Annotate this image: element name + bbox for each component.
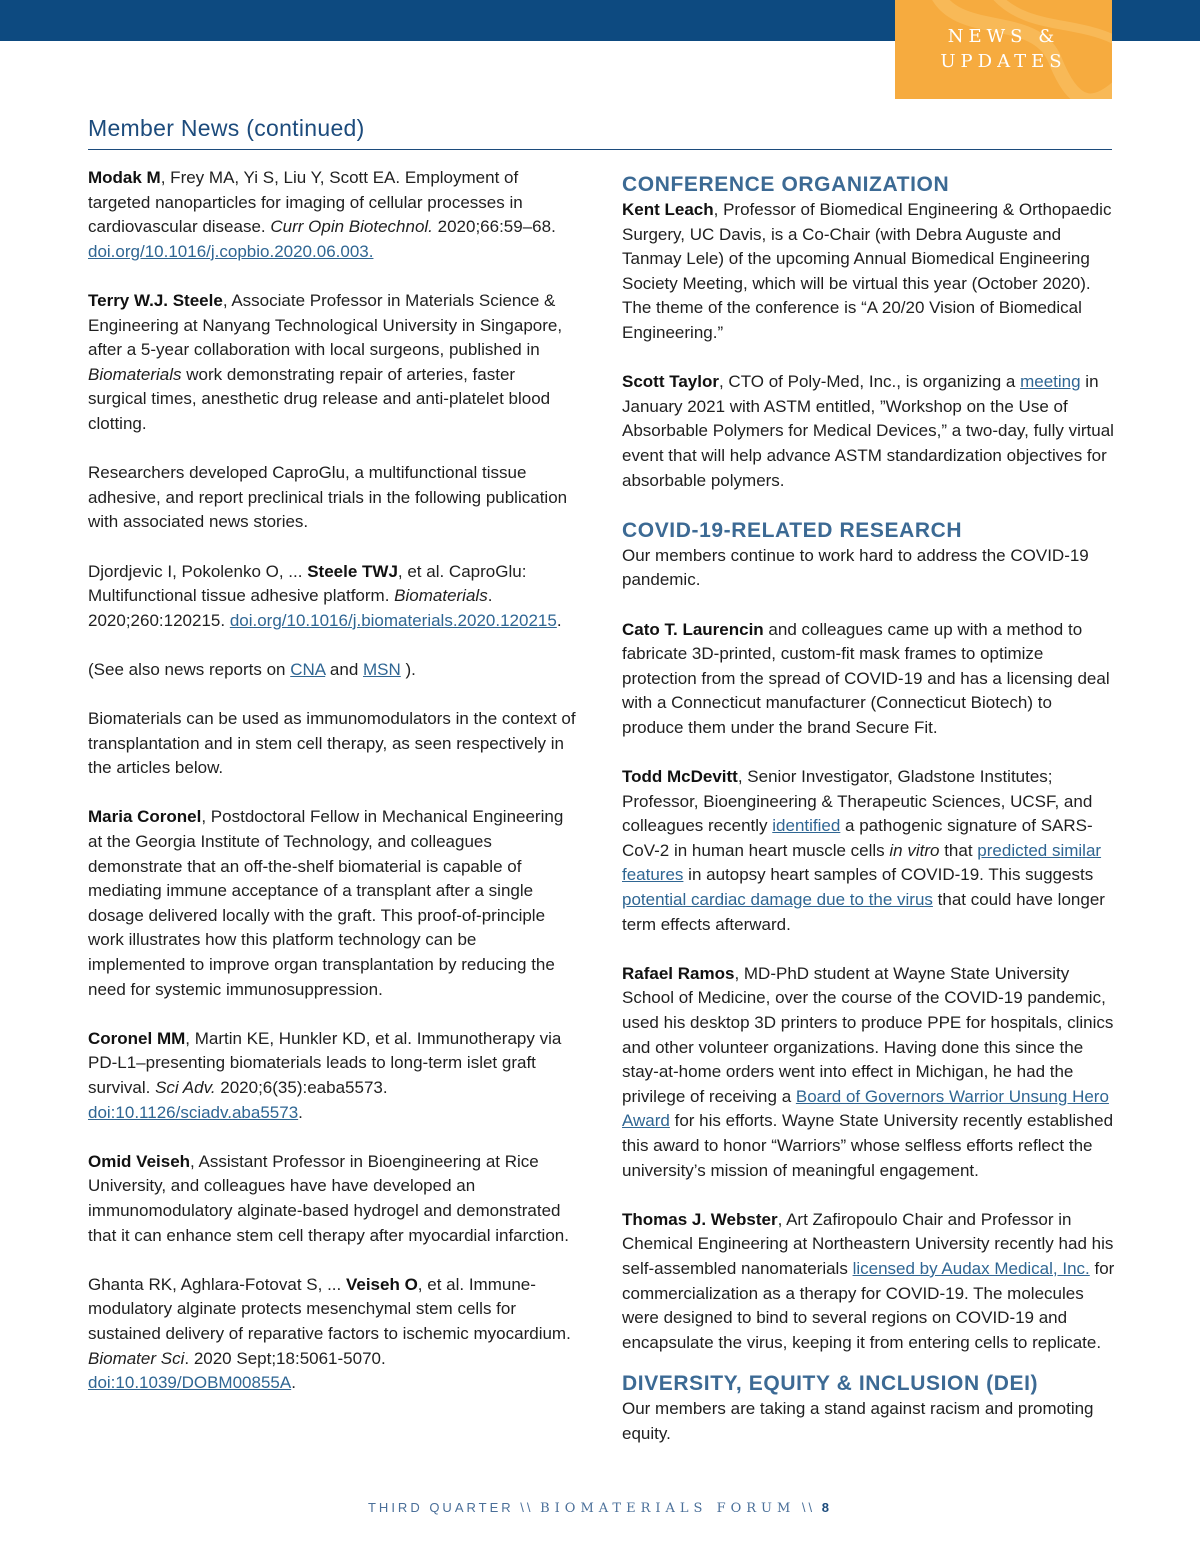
journal-name: Sci Adv.	[155, 1077, 216, 1097]
paragraph-dei: Our members are taking a stand against racism and promoting equity.	[622, 1399, 1094, 1443]
text: . 2020;260:120215.	[88, 586, 493, 630]
author-name: Veiseh O	[345, 1274, 418, 1294]
paragraph-covid-intro: Our members continue to work hard to address the COVID-19 pandemic.	[622, 545, 1089, 590]
author-name: Maria Coronel	[88, 807, 202, 827]
text: , Art Zafiropoulo Chair and Professor in Chemical Engineering at Northeastern University recently had his self-assembled nanomaterials	[622, 1209, 1114, 1278]
paragraph-news-reports	[88, 658, 578, 683]
doi-link[interactable]: doi:10.1126/sciadv.aba5573	[88, 1102, 299, 1122]
section-title: Member News (continued)	[88, 115, 365, 141]
author-name: Steele TWJ	[307, 561, 398, 581]
text: (See also news reports on	[88, 659, 291, 679]
text: , et al. CaproGlu: Multifunctional tissue adhesive platform.	[88, 561, 527, 606]
text: . 2020 Sept;18:5061-5070.	[184, 1348, 386, 1368]
text: for commercialization as a therapy for COVID-19. The molecules were designed to bind to several regions on COVID-19 and encapsulate the virus, keeping it from entering cells to replicate.	[622, 1258, 1115, 1352]
text: Djordjevic I, Pokolenko O, ...	[88, 561, 308, 581]
text: that could have longer term effects afterward.	[622, 890, 1105, 934]
text: , CTO of Poly-Med, Inc., is organizing a	[718, 372, 1021, 392]
footer-magazine: BIOMATERIALS FORUM	[540, 1501, 796, 1516]
text: , et al. Immune-modulatory alginate protects mesenchymal stem cells for sustained delivery of reparative factors to ischemic myocardium.	[88, 1274, 571, 1343]
doi-link[interactable]: doi:10.1039/DOBM00855A	[88, 1373, 292, 1393]
paragraph-modak	[88, 166, 578, 264]
audax-link[interactable]: licensed by Audax Medical, Inc.	[852, 1258, 1090, 1278]
heading-conference-organization: CONFERENCE ORGANIZATION	[622, 173, 950, 196]
text: .	[556, 610, 562, 630]
identified-link[interactable]: identified	[772, 816, 841, 836]
text: a pathogenic signature of SARS-CoV-2 in human heart muscle cells	[622, 816, 1093, 860]
paragraph-djordjevic	[88, 560, 578, 634]
paragraph-coronel-citation	[88, 1027, 578, 1125]
author-name: Rafael Ramos	[622, 963, 735, 983]
paragraph-taylor	[622, 370, 1116, 493]
cna-link[interactable]: CNA	[290, 659, 326, 679]
author-name: Omid Veiseh	[88, 1151, 191, 1171]
left-column	[88, 166, 578, 1420]
tab-line-2: UPDATES	[940, 51, 1067, 72]
text: , MD-PhD student at Wayne State University School of Medicine, over the course of the COVID-19 pandemic, used his desktop 3D printers to produce PPE for hospitals, clinics and other volunteer organizations. Having done this since the stay-at-home orders went into effect in Michigan, he had the privilege of receiving a	[622, 963, 1114, 1106]
paragraph-laurencin	[622, 618, 1116, 741]
section-divider	[88, 149, 1112, 150]
text: , Assistant Professor in Bioengineering at Rice University, and colleagues have have developed an immunomodulatory alginate-based hydrogel and demonstrated that it can enhance stem cell therapy after myocardial infarction.	[88, 1151, 569, 1245]
cardiac-damage-link[interactable]: potential cardiac damage due to the virus	[622, 890, 933, 910]
author-name: Cato T. Laurencin	[622, 619, 764, 639]
paragraph-leach	[622, 198, 1116, 346]
paragraph-webster	[622, 1208, 1116, 1356]
journal-name: Biomaterials	[394, 586, 488, 606]
author-name: Todd McDevitt	[622, 767, 738, 787]
tab-line-1: NEWS &	[947, 26, 1060, 47]
paragraph-veiseh	[88, 1150, 578, 1248]
text: .	[291, 1373, 296, 1393]
msn-link[interactable]: MSN	[363, 659, 401, 679]
paragraph-steele	[88, 289, 578, 437]
text: , Senior Investigator, Gladstone Institutes; Professor, Bioengineering & Therapeutic Sciences, UCSF, and colleagues recently	[622, 767, 1093, 836]
paragraph-ghanta	[88, 1273, 578, 1396]
right-column	[622, 166, 1116, 1471]
author-name: Coronel MM	[88, 1028, 186, 1048]
paragraph-immunomodulators: Biomaterials can be used as immunomodulators in the context of transplantation and in stem cell therapy, as seen respectively in the articles below.	[88, 709, 576, 778]
award-link[interactable]: Board of Governors Warrior Unsung Hero Award	[622, 1086, 1109, 1131]
text: 2020;6(35):eaba5573.	[215, 1077, 388, 1097]
text: that	[939, 840, 978, 860]
paragraph-mcdevitt	[622, 765, 1116, 937]
page-number: 8	[821, 1500, 832, 1515]
author-name: Modak M	[88, 168, 161, 187]
text: Ghanta RK, Aghlara-Fotovat S, ...	[88, 1274, 346, 1294]
paragraph-ramos	[622, 962, 1116, 1183]
footer-issue: THIRD QUARTER \\	[367, 1500, 541, 1515]
meeting-link[interactable]: meeting	[1020, 372, 1081, 392]
page-footer	[0, 1500, 1200, 1516]
text: in January 2021 with ASTM entitled, ”Workshop on the Use of Absorbable Polymers for Medical Devices,” a two-day, fully virtual event that will help advance ASTM standardization objectives for absorbable polymers.	[622, 372, 1114, 490]
paragraph-caproglu: Researchers developed CaproGlu, a multifunctional tissue adhesive, and report preclinical trials in the following publication with associated news stories.	[88, 463, 568, 532]
text: ).	[400, 659, 416, 679]
text: and	[325, 659, 363, 679]
text: , Postdoctoral Fellow in Mechanical Engineering at the Georgia Institute of Technology, and colleagues demonstrate that an off-the-shelf biomaterial is capable of mediating immune acceptance of a transplant after a single dosage delivered locally with the graft. This proof-of-principle work illustrates how this platform technology can be implemented to improve organ transplantation by reducing the need for systemic immunosuppression.	[88, 807, 564, 999]
footer-separator: \\	[795, 1500, 822, 1515]
text: 2020;66:59–68.	[432, 217, 556, 237]
text: , Associate Professor in Materials Science & Engineering at Nanyang Technological University in Singapore, after a 5-year collaboration with local surgeons, published in	[88, 290, 563, 360]
text: , Martin KE, Hunkler KD, et al. Immunotherapy via PD-L1–presenting biomaterials leads to long-term islet graft survival.	[88, 1028, 562, 1097]
text: , Professor of Biomedical Engineering & Orthopaedic Surgery, UC Davis, is a Co-Chair (with Debra Auguste and Tanmay Lele) of the upcoming Annual Biomedical Engineering Society Meeting, which will be virtual this year (October 2020). The theme of the conference is “A 20/20 Vision of Biomedical Engineering.”	[622, 200, 1112, 342]
text: in autopsy heart samples of COVID-19. This suggests	[683, 865, 1094, 885]
doi-link[interactable]: doi.org/10.1016/j.biomaterials.2020.120215	[229, 610, 557, 630]
doi-link[interactable]: doi.org/10.1016/j.copbio.2020.06.003.	[88, 241, 374, 261]
author-name: Kent Leach	[622, 200, 714, 219]
text: for his efforts. Wayne State University recently established this award to honor “Warriors” whose selfless efforts reflect the university’s mission of meaningful engagement.	[622, 1111, 1114, 1180]
heading-dei: DIVERSITY, EQUITY & INCLUSION (DEI)	[622, 1372, 1039, 1396]
text: and colleagues came up with a method to fabricate 3D-printed, custom-fit mask frames to optimize protection from the spread of COVID-19 and has a licensing deal with a Connecticut manufacturer (Connecticut Biotech) to produce them under the brand Secure Fit.	[622, 619, 1110, 737]
author-name: Thomas J. Webster	[622, 1209, 778, 1229]
journal-name: Biomaterials	[88, 364, 182, 384]
italic-text: in vitro	[889, 840, 940, 860]
journal-name: Curr Opin Biotechnol.	[270, 217, 433, 237]
predicted-features-link[interactable]: predicted similar features	[622, 840, 1102, 885]
author-name: Terry W.J. Steele	[88, 290, 223, 310]
heading-covid-research: COVID-19-RELATED RESEARCH	[622, 518, 963, 542]
news-updates-tab	[895, 0, 1112, 99]
text: , Frey MA, Yi S, Liu Y, Scott EA. Employment of targeted nanoparticles for imaging of cellular processes in cardiovascular disease.	[88, 168, 523, 237]
paragraph-coronel	[88, 805, 578, 1002]
text: .	[298, 1102, 303, 1122]
author-name: Scott Taylor	[622, 372, 719, 392]
tab-label	[895, 24, 1112, 74]
journal-name: Biomater Sci	[88, 1348, 185, 1368]
text: work demonstrating repair of arteries, faster surgical times, anesthetic drug release and anti-platelet blood clotting.	[88, 364, 551, 433]
